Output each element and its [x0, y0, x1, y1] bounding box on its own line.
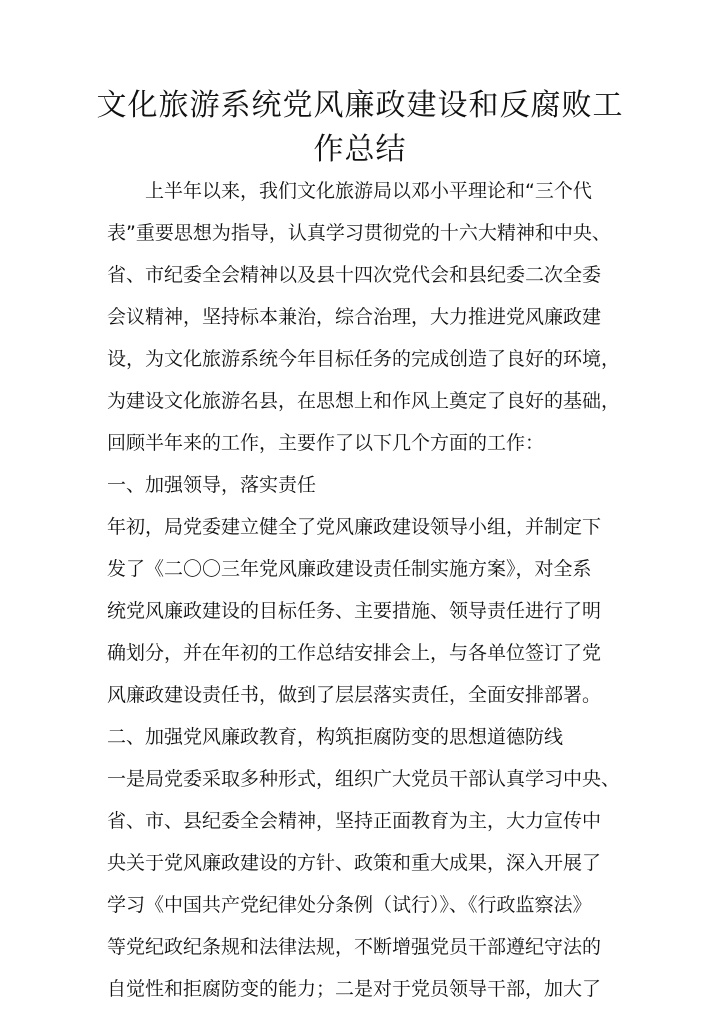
paragraph-line: 学习《中国共产党纪律处分条例（试行）》、《行政监察法》	[107, 894, 592, 916]
paragraph-line: 等党纪政纪条规和法律法规，不断增强党员干部遵纪守法的	[107, 936, 602, 958]
paragraph-line: 统党风廉政建设的目标任务、主要措施、领导责任进行了明	[107, 600, 602, 622]
section-heading: 二、加强党风廉政教育，构筑拒腐防变的思想道德防线	[107, 726, 564, 748]
paragraph-line: 年初，局党委建立健全了党风廉政建设领导小组，并制定下	[107, 516, 602, 538]
paragraph-line: 发了《二〇〇三年党风廉政建设责任制实施方案》，对全系	[107, 558, 592, 580]
paragraph-line: 表”重要思想为指导，认真学习贯彻党的十六大精神和中央、	[107, 222, 611, 244]
paragraph-line: 省、市纪委全会精神以及县十四次党代会和县纪委二次全委	[107, 264, 602, 286]
paragraph-line: 设，为文化旅游系统今年目标任务的完成创造了良好的环境，	[107, 348, 621, 370]
paragraph-line: 风廉政建设责任书，做到了层层落实责任，全面安排部署。	[107, 684, 602, 706]
paragraph-line: 一是局党委采取多种形式，组织广大党员干部认真学习中央、	[107, 768, 621, 790]
paragraph-line: 上半年以来，我们文化旅游局以邓小平理论和“三个代	[107, 180, 592, 202]
paragraph-line: 确划分，并在年初的工作总结安排会上，与各单位签订了党	[107, 642, 602, 664]
paragraph-line: 会议精神，坚持标本兼治，综合治理，大力推进党风廉政建	[107, 306, 602, 328]
section-heading: 一、加强领导，落实责任	[107, 474, 317, 496]
paragraph-line: 回顾半年来的工作，主要作了以下几个方面的工作：	[107, 432, 545, 454]
paragraph-line: 为建设文化旅游名县，在思想上和作风上奠定了良好的基础，	[107, 390, 621, 412]
paragraph-line: 央关于党风廉政建设的方针、政策和重大成果，深入开展了	[107, 852, 602, 874]
paragraph-line: 省、市、县纪委全会精神，坚持正面教育为主，大力宣传中	[107, 810, 602, 832]
title-line-1: 文化旅游系统党风廉政建设和反腐败工	[96, 88, 624, 123]
document-title	[60, 84, 660, 172]
paragraph-line: 自觉性和拒腐防变的能力；二是对于党员领导干部，加大了	[107, 978, 602, 1000]
title-line-2: 作总结	[313, 132, 407, 167]
